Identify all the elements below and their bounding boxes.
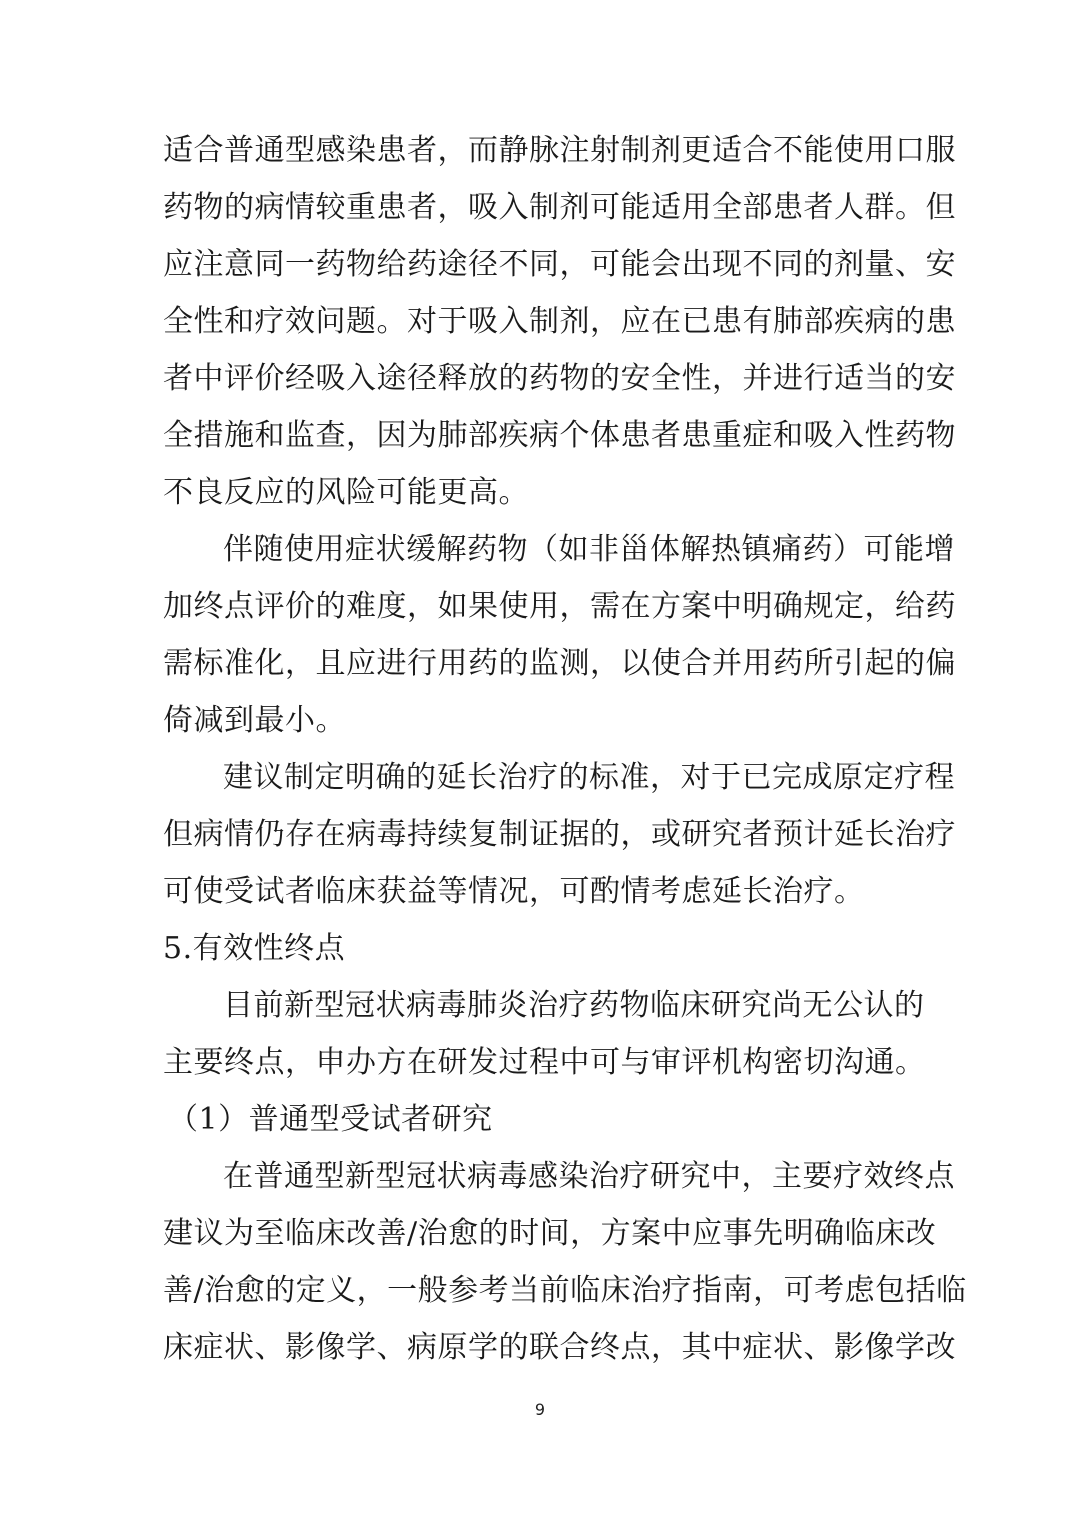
text-line: 主要终点，申办方在研发过程中可与审评机构密切沟通。: [163, 1045, 926, 1080]
text-line: 建议为至临床改善/治愈的时间，方案中应事先明确临床改: [163, 1216, 937, 1251]
text-line: 加终点评价的难度，如果使用，需在方案中明确规定，给药: [163, 589, 956, 624]
text-line: 药物的病情较重患者，吸入制剂可能适用全部患者人群。但: [163, 190, 956, 225]
text-line: 适合普通型感染患者，而静脉注射制剂更适合不能使用口服: [163, 133, 956, 168]
text-line: 应注意同一药物给药途径不同，可能会出现不同的剂量、安: [163, 247, 956, 282]
text-line: 可使受试者临床获益等情况，可酌情考虑延长治疗。: [163, 874, 865, 909]
text-line: 善/治愈的定义，一般参考当前临床治疗指南，可考虑包括临: [163, 1273, 967, 1308]
sub-heading: （1）普通型受试者研究: [168, 1102, 493, 1137]
text-line: 不良反应的风险可能更高。: [163, 475, 529, 510]
text-line: 但病情仍存在病毒持续复制证据的，或研究者预计延长治疗: [163, 817, 956, 852]
text-line: 在普通型新型冠状病毒感染治疗研究中，主要疗效终点: [223, 1159, 955, 1194]
text-line: 床症状、影像学、病原学的联合终点，其中症状、影像学改: [163, 1330, 956, 1365]
section-heading: 5.有效性终点: [163, 931, 346, 966]
text-line: 全措施和监查，因为肺部疾病个体患者患重症和吸入性药物: [163, 418, 956, 453]
text-line: 需标准化，且应进行用药的监测，以使合并用药所引起的偏: [163, 646, 956, 681]
text-line: 倚减到最小。: [163, 703, 346, 738]
page-number: 9: [534, 1400, 546, 1419]
text-line: 伴随使用症状缓解药物（如非甾体解热镇痛药）可能增: [223, 532, 955, 567]
text-line: 目前新型冠状病毒肺炎治疗药物临床研究尚无公认的: [223, 988, 925, 1023]
text-line: 全性和疗效问题。对于吸入制剂，应在已患有肺部疾病的患: [163, 304, 956, 339]
text-line: 者中评价经吸入途径释放的药物的安全性，并进行适当的安: [163, 361, 956, 396]
text-line: 建议制定明确的延长治疗的标准，对于已完成原定疗程: [223, 760, 955, 795]
